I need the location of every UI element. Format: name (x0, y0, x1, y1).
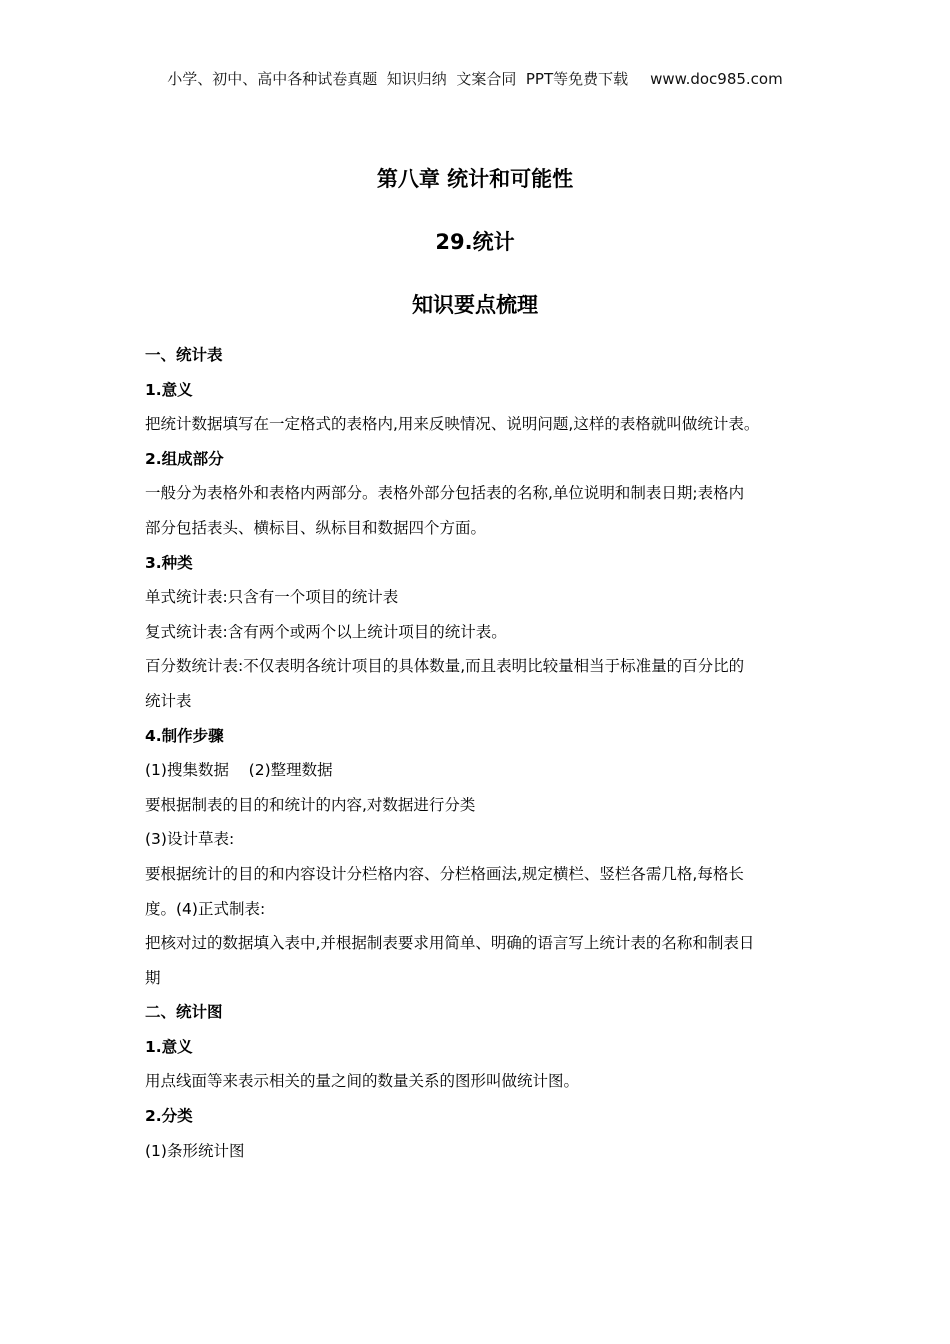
subheading-meaning: 1.意义 (145, 1037, 193, 1056)
subheading-steps: 4.制作步骤 (145, 726, 224, 745)
paragraph-line: 用点线面等来表示相关的量之间的数量关系的图形叫做统计图。 (145, 1072, 580, 1091)
subheading-types: 3.种类 (145, 553, 193, 572)
heading-charts: 二、统计图 (145, 1003, 223, 1022)
paragraph-line: 一般分为表格外和表格内两部分。表格外部分包括表的名称,单位说明和制表日期;表格内 (145, 484, 745, 503)
paragraph-line: 复式统计表:含有两个或两个以上统计项目的统计表。 (145, 622, 507, 641)
header-text: 小学、初中、高中各种试卷真题 知识归纳 文案合同 PPT等免费下载 (167, 70, 629, 88)
paragraph-line: 统计表 (145, 691, 192, 710)
paragraph-line: 期 (145, 968, 161, 987)
paragraph-line: 百分数统计表:不仅表明各统计项目的具体数量,而且表明比较量相当于标准量的百分比的 (145, 657, 745, 676)
subtitle: 知识要点梳理 (412, 293, 538, 317)
subheading-components: 2.组成部分 (145, 449, 224, 468)
subheading-meaning: 1.意义 (145, 380, 193, 399)
paragraph-line: 把核对过的数据填入表中,并根据制表要求用简单、明确的语言写上统计表的名称和制表日 (145, 934, 755, 953)
paragraph-line: (1)条形统计图 (145, 1141, 245, 1160)
paragraph-line: 单式统计表:只含有一个项目的统计表 (145, 588, 399, 607)
paragraph-line: 要根据制表的目的和统计的内容,对数据进行分类 (145, 795, 476, 814)
heading-tables: 一、统计表 (145, 346, 223, 364)
paragraph-line: (1)搜集数据 (2)整理数据 (145, 761, 333, 780)
paragraph-line: (3)设计草表: (145, 830, 235, 849)
page-header (0, 68, 950, 89)
paragraph-line: 度。(4)正式制表: (145, 899, 266, 918)
paragraph-line: 把统计数据填写在一定格式的表格内,用来反映情况、说明问题,这样的表格就叫做统计表。 (145, 415, 760, 434)
paragraph-line: 要根据统计的目的和内容设计分栏格内容、分栏格画法,规定横栏、竖栏各需几格,每格长 (145, 864, 744, 883)
section-title: 29.统计 (435, 230, 515, 254)
subheading-classification: 2.分类 (145, 1107, 193, 1126)
header-site-link[interactable]: www.doc985.com (650, 70, 783, 88)
paragraph-line: 部分包括表头、横标目、纵标目和数据四个方面。 (145, 518, 487, 537)
document-body (145, 338, 825, 1168)
chapter-title: 第八章 统计和可能性 (376, 167, 574, 191)
